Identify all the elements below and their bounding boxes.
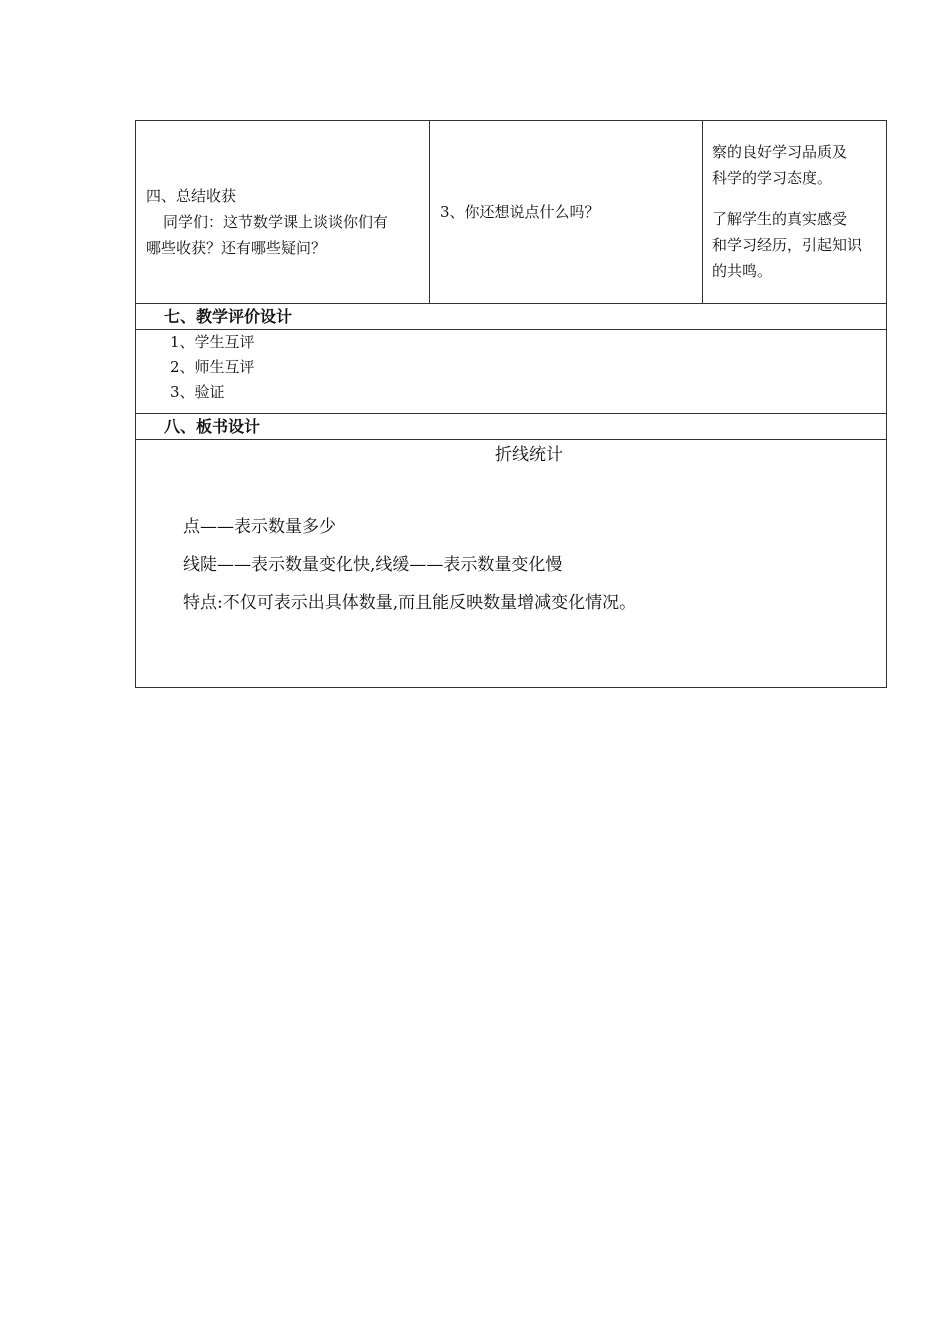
summary-heading: 四、总结收获 <box>146 187 237 205</box>
evaluation-item: 3、验证 <box>170 383 225 401</box>
evaluation-item: 2、师生互评 <box>170 358 255 376</box>
intent-line4: 和学习经历，引起知识 <box>712 236 863 254</box>
board-title: 折线统计 <box>495 445 563 465</box>
evaluation-row <box>136 329 886 413</box>
intent-line5: 的共鸣。 <box>712 262 773 280</box>
student-activity-cell <box>430 121 703 303</box>
section7-heading-row <box>136 303 886 329</box>
summary-row <box>136 121 886 303</box>
lesson-plan-table <box>135 120 887 688</box>
design-intent-cell <box>703 121 886 303</box>
summary-activity-cell <box>136 121 430 303</box>
student-question: 3、你还想说点什么吗？ <box>440 203 600 221</box>
section7-heading: 七、教学评价设计 <box>164 307 293 326</box>
intent-line3: 了解学生的真实感受 <box>712 210 848 228</box>
summary-text-line1: 同学们：这节数学课上谈谈你们有 <box>163 213 389 231</box>
section8-heading: 八、板书设计 <box>164 417 261 436</box>
intent-line2: 科学的学习态度。 <box>712 169 833 187</box>
intent-line1: 察的良好学习品质及 <box>712 143 848 161</box>
board-line: 点——表示数量多少 <box>183 517 336 537</box>
summary-text-line2: 哪些收获？还有哪些疑问？ <box>146 239 327 257</box>
board-line: 特点:不仅可表示出具体数量,而且能反映数量增减变化情况。 <box>183 593 637 613</box>
evaluation-item: 1、学生互评 <box>170 333 255 351</box>
blackboard-design-row <box>136 439 886 687</box>
board-line: 线陡——表示数量变化快,线缓——表示数量变化慢 <box>183 555 563 575</box>
section8-heading-row <box>136 413 886 439</box>
